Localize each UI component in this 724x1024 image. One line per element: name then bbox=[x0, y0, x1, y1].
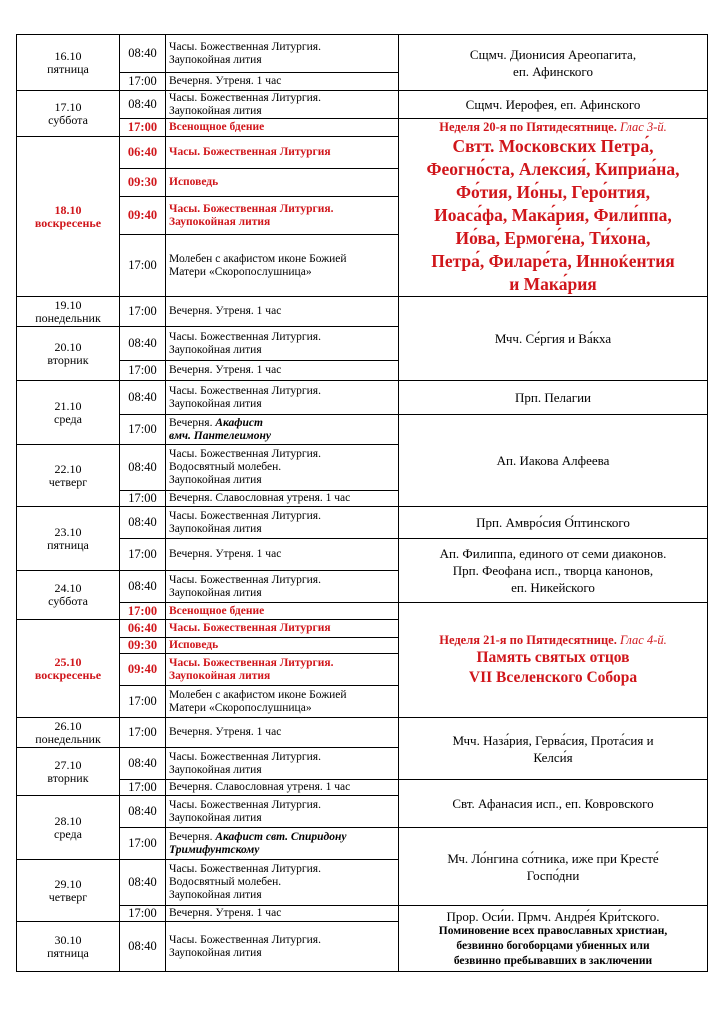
saint-cell: Неделя 21-я по Пятидесятнице. Глас 4-й. Память святых отцов VII Вселенского Собора bbox=[399, 603, 708, 718]
saint-cell: Мчч. Наза́рия, Герва́сия, Прота́сия и Келси́я bbox=[399, 718, 708, 780]
time-cell: 09:40 bbox=[120, 197, 166, 235]
date-cell: 24.10 суббота bbox=[17, 571, 120, 620]
table-row bbox=[17, 119, 708, 137]
table-row bbox=[17, 603, 708, 620]
table-row bbox=[17, 297, 708, 327]
service-cell: Вечерня. Славословная утреня. 1 час bbox=[166, 491, 399, 507]
time-cell: 06:40 bbox=[120, 137, 166, 169]
time-cell: 17:00 bbox=[120, 780, 166, 796]
service-cell: Часы. Божественная Литургия. Заупокойная лития bbox=[166, 507, 399, 539]
time-cell: 17:00 bbox=[120, 686, 166, 718]
time-cell: 17:00 bbox=[120, 828, 166, 860]
time-cell: 17:00 bbox=[120, 718, 166, 748]
time-cell: 17:00 bbox=[120, 235, 166, 297]
table-row bbox=[17, 828, 708, 860]
saint-cell: Ап. Иакова Алфеева bbox=[399, 415, 708, 507]
service-cell: Часы. Божественная Литургия bbox=[166, 137, 399, 169]
time-cell: 08:40 bbox=[120, 381, 166, 415]
service-cell: Часы. Божественная Литургия. Заупокойная лития bbox=[166, 571, 399, 603]
time-cell: 08:40 bbox=[120, 571, 166, 603]
saint-cell: Ап. Филиппа, единого от семи диаконов. Прп. Феофана исп., творца канонов, еп. Никейского bbox=[399, 539, 708, 603]
saint-cell: Прп. Пелагии bbox=[399, 381, 708, 415]
table-row bbox=[17, 91, 708, 119]
service-cell: Часы. Божественная Литургия. Заупокойная лития bbox=[166, 91, 399, 119]
time-cell: 17:00 bbox=[120, 361, 166, 381]
date-cell: 26.10 понедельник bbox=[17, 718, 120, 748]
time-cell: 08:40 bbox=[120, 796, 166, 828]
date-cell: 19.10 понедельник bbox=[17, 297, 120, 327]
date-cell: 28.10 среда bbox=[17, 796, 120, 860]
date-cell: 21.10 среда bbox=[17, 381, 120, 445]
date-cell: 18.10 воскресенье bbox=[17, 137, 120, 297]
time-cell: 09:40 bbox=[120, 654, 166, 686]
time-cell: 17:00 bbox=[120, 297, 166, 327]
saint-cell: Мч. Ло́нгина со́тника, иже при Кресте́ Госпо́дни bbox=[399, 828, 708, 906]
table-row bbox=[17, 381, 708, 415]
time-cell: 17:00 bbox=[120, 906, 166, 922]
service-cell: Вечерня. Акафист вмч. Пантелеимону bbox=[166, 415, 399, 445]
date-cell: 22.10 четверг bbox=[17, 445, 120, 507]
service-cell: Часы. Божественная Литургия. Заупокойная лития bbox=[166, 922, 399, 972]
table-row bbox=[17, 718, 708, 748]
time-cell: 08:40 bbox=[120, 327, 166, 361]
table-row bbox=[17, 415, 708, 445]
saint-cell: Сщмч. Дионисия Ареопагита, еп. Афинского bbox=[399, 35, 708, 91]
date-cell: 25.10 воскресенье bbox=[17, 620, 120, 718]
time-cell: 17:00 bbox=[120, 491, 166, 507]
time-cell: 09:30 bbox=[120, 169, 166, 197]
table-row bbox=[17, 780, 708, 796]
time-cell: 08:40 bbox=[120, 860, 166, 906]
saint-cell: Мчч. Се́ргия и Ва́кха bbox=[399, 297, 708, 381]
time-cell: 06:40 bbox=[120, 620, 166, 638]
saint-cell: Неделя 20-я по Пятидесятнице. Глас 3-й. Свтт. Московских Петра́, Феогно́ста, Алексия́, Киприа́на, Фо́тия, Ио́ны, Геро́нтия, Иоаса́фа, Мака́рия, Фили́ппа, Ио́ва, Ермоге́на, Ти́хона, Петра́, Филаре́та, Инноќентия и Мака́рия bbox=[399, 119, 708, 297]
time-cell: 08:40 bbox=[120, 507, 166, 539]
date-cell: 30.10 пятница bbox=[17, 922, 120, 972]
service-cell: Часы. Божественная Литургия. Заупокойная лития bbox=[166, 35, 399, 73]
service-cell: Часы. Божественная Литургия bbox=[166, 620, 399, 638]
service-cell: Часы. Божественная Литургия. Водосвятный молебен. Заупокойная лития bbox=[166, 445, 399, 491]
service-cell: Часы. Божественная Литургия. Водосвятный молебен. Заупокойная лития bbox=[166, 860, 399, 906]
saint-cell: Прп. Амвро́сия О́птинского bbox=[399, 507, 708, 539]
service-cell: Вечерня. Утреня. 1 час bbox=[166, 718, 399, 748]
table-row bbox=[17, 507, 708, 539]
date-cell: 27.10 вторник bbox=[17, 748, 120, 796]
date-cell: 16.10 пятница bbox=[17, 35, 120, 91]
date-cell: 23.10 пятница bbox=[17, 507, 120, 571]
time-cell: 17:00 bbox=[120, 415, 166, 445]
time-cell: 09:30 bbox=[120, 638, 166, 654]
service-cell: Вечерня. Утреня. 1 час bbox=[166, 297, 399, 327]
saint-cell: Сщмч. Иерофея, еп. Афинского bbox=[399, 91, 708, 119]
service-cell: Всенощное бдение bbox=[166, 603, 399, 620]
saint-cell: Свт. Афанасия исп., еп. Ковровского bbox=[399, 780, 708, 828]
service-cell: Молебен с акафистом иконе Божией Матери «Скоропослушница» bbox=[166, 235, 399, 297]
time-cell: 08:40 bbox=[120, 445, 166, 491]
date-cell: 17.10 суббота bbox=[17, 91, 120, 137]
service-cell: Часы. Божественная Литургия. Заупокойная лития bbox=[166, 796, 399, 828]
service-cell: Исповедь bbox=[166, 169, 399, 197]
time-cell: 08:40 bbox=[120, 922, 166, 972]
table-row bbox=[17, 906, 708, 922]
service-cell: Часы. Божественная Литургия. Заупокойная лития bbox=[166, 654, 399, 686]
service-cell: Всенощное бдение bbox=[166, 119, 399, 137]
date-cell: 20.10 вторник bbox=[17, 327, 120, 381]
service-cell: Часы. Божественная Литургия. Заупокойная лития bbox=[166, 381, 399, 415]
service-cell: Часы. Божественная Литургия. Заупокойная лития bbox=[166, 197, 399, 235]
service-cell: Вечерня. Утреня. 1 час bbox=[166, 361, 399, 381]
service-cell: Вечерня. Акафист свт. Спиридону Тримифунтскому bbox=[166, 828, 399, 860]
service-cell: Молебен с акафистом иконе Божией Матери «Скоропослушница» bbox=[166, 686, 399, 718]
time-cell: 17:00 bbox=[120, 603, 166, 620]
service-cell: Вечерня. Утреня. 1 час bbox=[166, 906, 399, 922]
time-cell: 17:00 bbox=[120, 119, 166, 137]
time-cell: 17:00 bbox=[120, 539, 166, 571]
time-cell: 17:00 bbox=[120, 73, 166, 91]
service-cell: Вечерня. Утреня. 1 час bbox=[166, 73, 399, 91]
service-cell: Часы. Божественная Литургия. Заупокойная лития bbox=[166, 748, 399, 780]
service-cell: Часы. Божественная Литургия. Заупокойная лития bbox=[166, 327, 399, 361]
date-cell: 29.10 четверг bbox=[17, 860, 120, 922]
table-row bbox=[17, 35, 708, 73]
service-cell: Вечерня. Утреня. 1 час bbox=[166, 539, 399, 571]
time-cell: 08:40 bbox=[120, 748, 166, 780]
schedule-table bbox=[16, 34, 708, 972]
table-row bbox=[17, 539, 708, 571]
service-cell: Вечерня. Славословная утреня. 1 час bbox=[166, 780, 399, 796]
saint-cell: Прор. Оси́и. Прмч. Андре́я Кри́тского. Поминовение всех православных христиан, безвинно богоборцами убиенных или безвинно пребывавших в заключении bbox=[399, 906, 708, 972]
time-cell: 08:40 bbox=[120, 35, 166, 73]
time-cell: 08:40 bbox=[120, 91, 166, 119]
service-cell: Исповедь bbox=[166, 638, 399, 654]
